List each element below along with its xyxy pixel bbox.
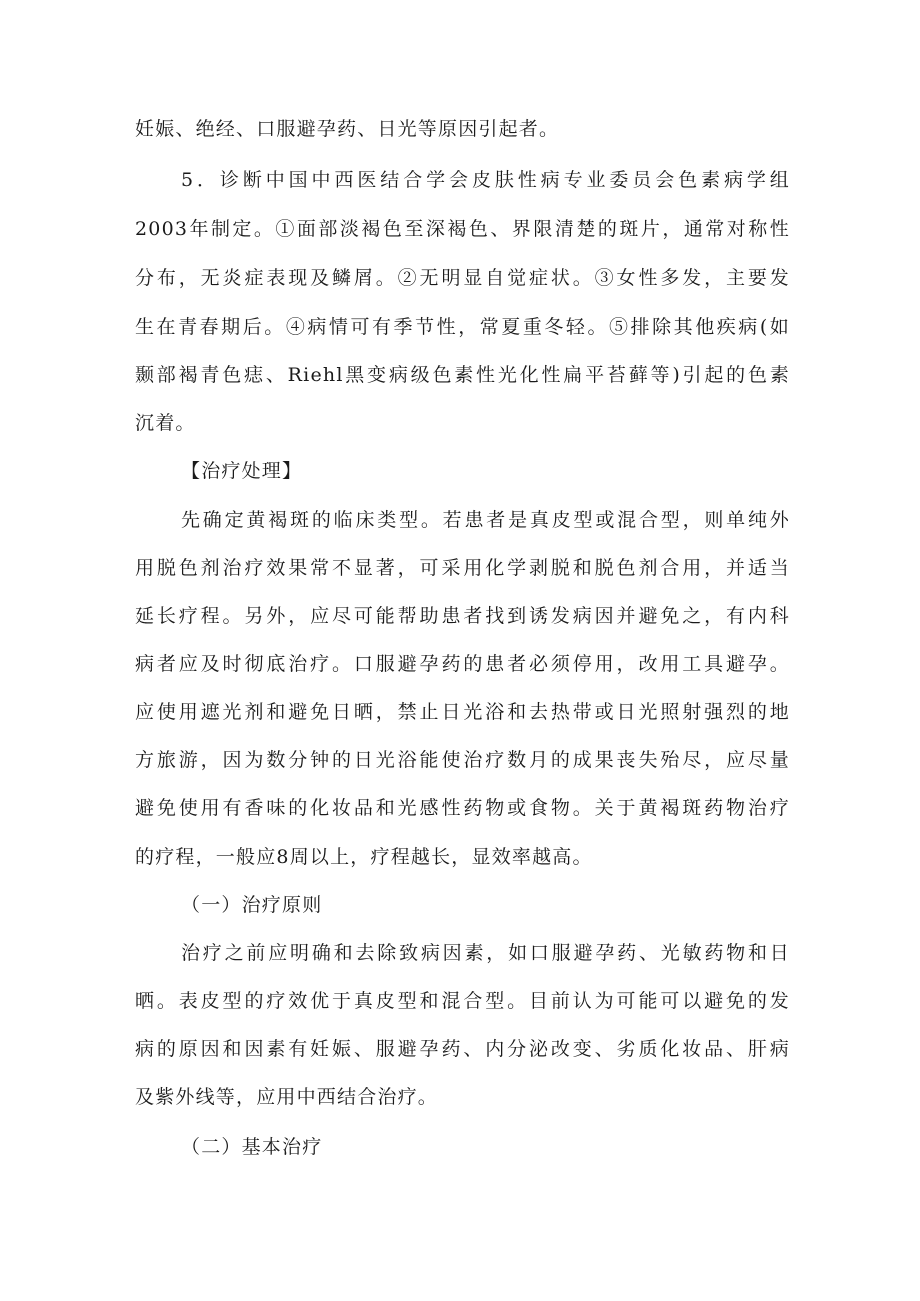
text-line: 病的原因和因素有妊娠、服避孕药、内分泌改变、劣质化妆品、肝病 [135, 1038, 790, 1060]
subsection-heading-principles: （一）治疗原则 [181, 894, 323, 916]
text-line: 及紫外线等，应用中西结合治疗。 [135, 1086, 439, 1108]
text-line: 颞部褐青色痣、Riehl黑变病级色素性光化性扁平苔藓等)引起的色素 [135, 364, 790, 386]
subsection-heading-basic-treatment: （二）基本治疗 [181, 1136, 323, 1158]
text-line: 先确定黄褐斑的临床类型。若患者是真皮型或混合型，则单纯外 [181, 509, 790, 531]
text-line: 妊娠、绝经、口服避孕药、日光等原因引起者。 [135, 118, 560, 140]
text-line: 病者应及时彻底治疗。口服避孕药的患者必须停用，改用工具避孕。 [135, 653, 790, 675]
text-line: 方旅游，因为数分钟的日光浴能使治疗数月的成果丧失殆尽，应尽量 [135, 749, 790, 771]
text-line: 的疗程，一般应8周以上，疗程越长，显效率越高。 [135, 846, 593, 868]
text-line: 2003年制定。①面部淡褐色至深褐色、界限清楚的斑片，通常对称性 [135, 218, 790, 240]
section-heading-treatment: 【治疗处理】 [181, 460, 303, 482]
text-line: 延长疗程。另外，应尽可能帮助患者找到诱发病因并避免之，有内科 [135, 605, 790, 627]
text-line: 应使用遮光剂和避免日晒，禁止日光浴和去热带或日光照射强烈的地 [135, 701, 790, 723]
text-line: 晒。表皮型的疗效优于真皮型和混合型。目前认为可能可以避免的发 [135, 990, 790, 1012]
text-line: 沉着。 [135, 412, 196, 434]
text-line: 避免使用有香味的化妆品和光感性药物或食物。关于黄褐斑药物治疗 [135, 797, 790, 819]
text-line: 生在青春期后。④病情可有季节性，常夏重冬轻。⑤排除其他疾病(如 [135, 316, 790, 338]
text-line: 治疗之前应明确和去除致病因素，如口服避孕药、光敏药物和日 [181, 942, 790, 964]
text-line: 分布，无炎症表现及鳞屑。②无明显自觉症状。③女性多发，主要发 [135, 267, 790, 289]
section-heading-diagnosis: 5．诊断中国中西医结合学会皮肤性病专业委员会色素病学组 [181, 169, 790, 191]
text-line: 用脱色剂治疗效果常不显著，可采用化学剥脱和脱色剂合用，并适当 [135, 557, 790, 579]
